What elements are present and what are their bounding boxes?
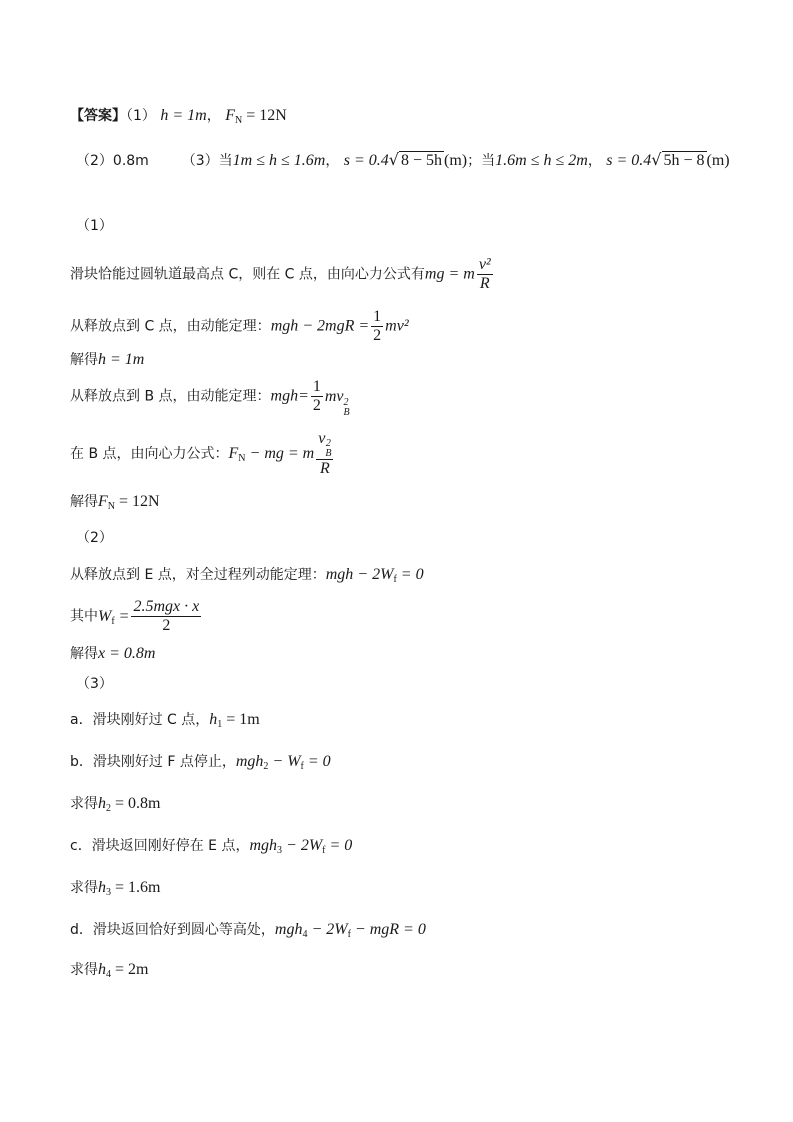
solution-line-5: 在 B 点，由向心力公式：$F_N$ − mg = m v 2 B R [70, 430, 332, 477]
solution-line-d: d．滑块返回恰好到圆心等高处，$mgh_4 - 2W_f$ − mgR = 0 [70, 921, 426, 940]
fraction-half: $\frac{1}{2}$ [373, 308, 382, 344]
solution-line-1: 滑块恰能过圆轨道最高点 C，则在 C 点，由向心力公式有mg = m $\frac{\text{v²}}{R}$ [70, 256, 491, 292]
solution-line-c: c．滑块返回刚好停在 E 点，$mgh_3 - 2W_f = 0$ [70, 837, 353, 856]
answer-s2: s = 0.4√ 5h − 8 (m) [606, 150, 730, 169]
answer-range-1: 1m ≤ h ≤ 1.6m [232, 152, 326, 169]
solution-line-9: 解得x = 0.8m [70, 645, 156, 662]
part3-label: （3） [76, 676, 113, 692]
solution-line-3: 解得h = 1m [70, 351, 145, 368]
solution-line-a: a．滑块刚好过 C 点，$h_1 = 1m$ [70, 711, 260, 730]
solution-line-c2: 求得$h_3 = 1.6m$ [70, 879, 161, 898]
fraction-wf: $\frac{\text{2.5mgx · x}}{2}$ [133, 598, 200, 634]
part1-label: （1） [76, 218, 113, 234]
fraction-v2-over-r: $\frac{\text{v²}}{R}$ [478, 256, 491, 292]
solution-line-d2: 求得$h_4 = 2m$ [70, 961, 149, 980]
solution-line-4: 从释放点到 B 点，由动能定理：mgh= $\frac{1}{2}$ mv 2 B [70, 378, 350, 418]
answer-h-equation: h = 1m [160, 107, 207, 124]
answer-line-2: （2）0.8m （3）当1m ≤ h ≤ 1.6m， s = 0.4√ 8 − 5h (m)；当1.6m ≤ h ≤ 2m， s = 0.4√ 5h − 8 (m) [76, 150, 730, 169]
solution-line-2: 从释放点到 C 点，由动能定理：mgh − 2mgR = $\frac{1}{2}$ mv² [70, 308, 409, 344]
answer-fn-equation: $F_N = 12N$ [225, 107, 287, 126]
solution-line-6: 解得$F_N = 12N$ [70, 493, 160, 512]
solution-line-8: 其中$W_f$ = $\frac{\text{2.5mgx · x}}{2}$ [70, 598, 200, 634]
answer-s1: s = 0.4√ 8 − 5h (m) [343, 150, 468, 169]
part2-label: （2） [76, 530, 113, 546]
solution-line-7: 从释放点到 E 点，对全过程列动能定理：mgh − $2W_f = 0$ [70, 566, 424, 585]
fraction-vb2-over-r: v 2 B R [318, 430, 332, 477]
fraction-half-b: $\frac{1}{2}$ [312, 378, 321, 414]
answer-line-1: 【答案】（1） h = 1m， $F_N = 12N$ [70, 107, 287, 126]
answer-range-2: 1.6m ≤ h ≤ 2m [495, 152, 588, 169]
answer-part2: （2）0.8m [76, 153, 149, 169]
answer-tag: 【答案】 [70, 108, 126, 124]
solution-line-b2: 求得$h_2 = 0.8m$ [70, 795, 161, 814]
solution-line-b: b．滑块刚好过 F 点停止，$mgh_2 - W_f = 0$ [70, 753, 331, 772]
